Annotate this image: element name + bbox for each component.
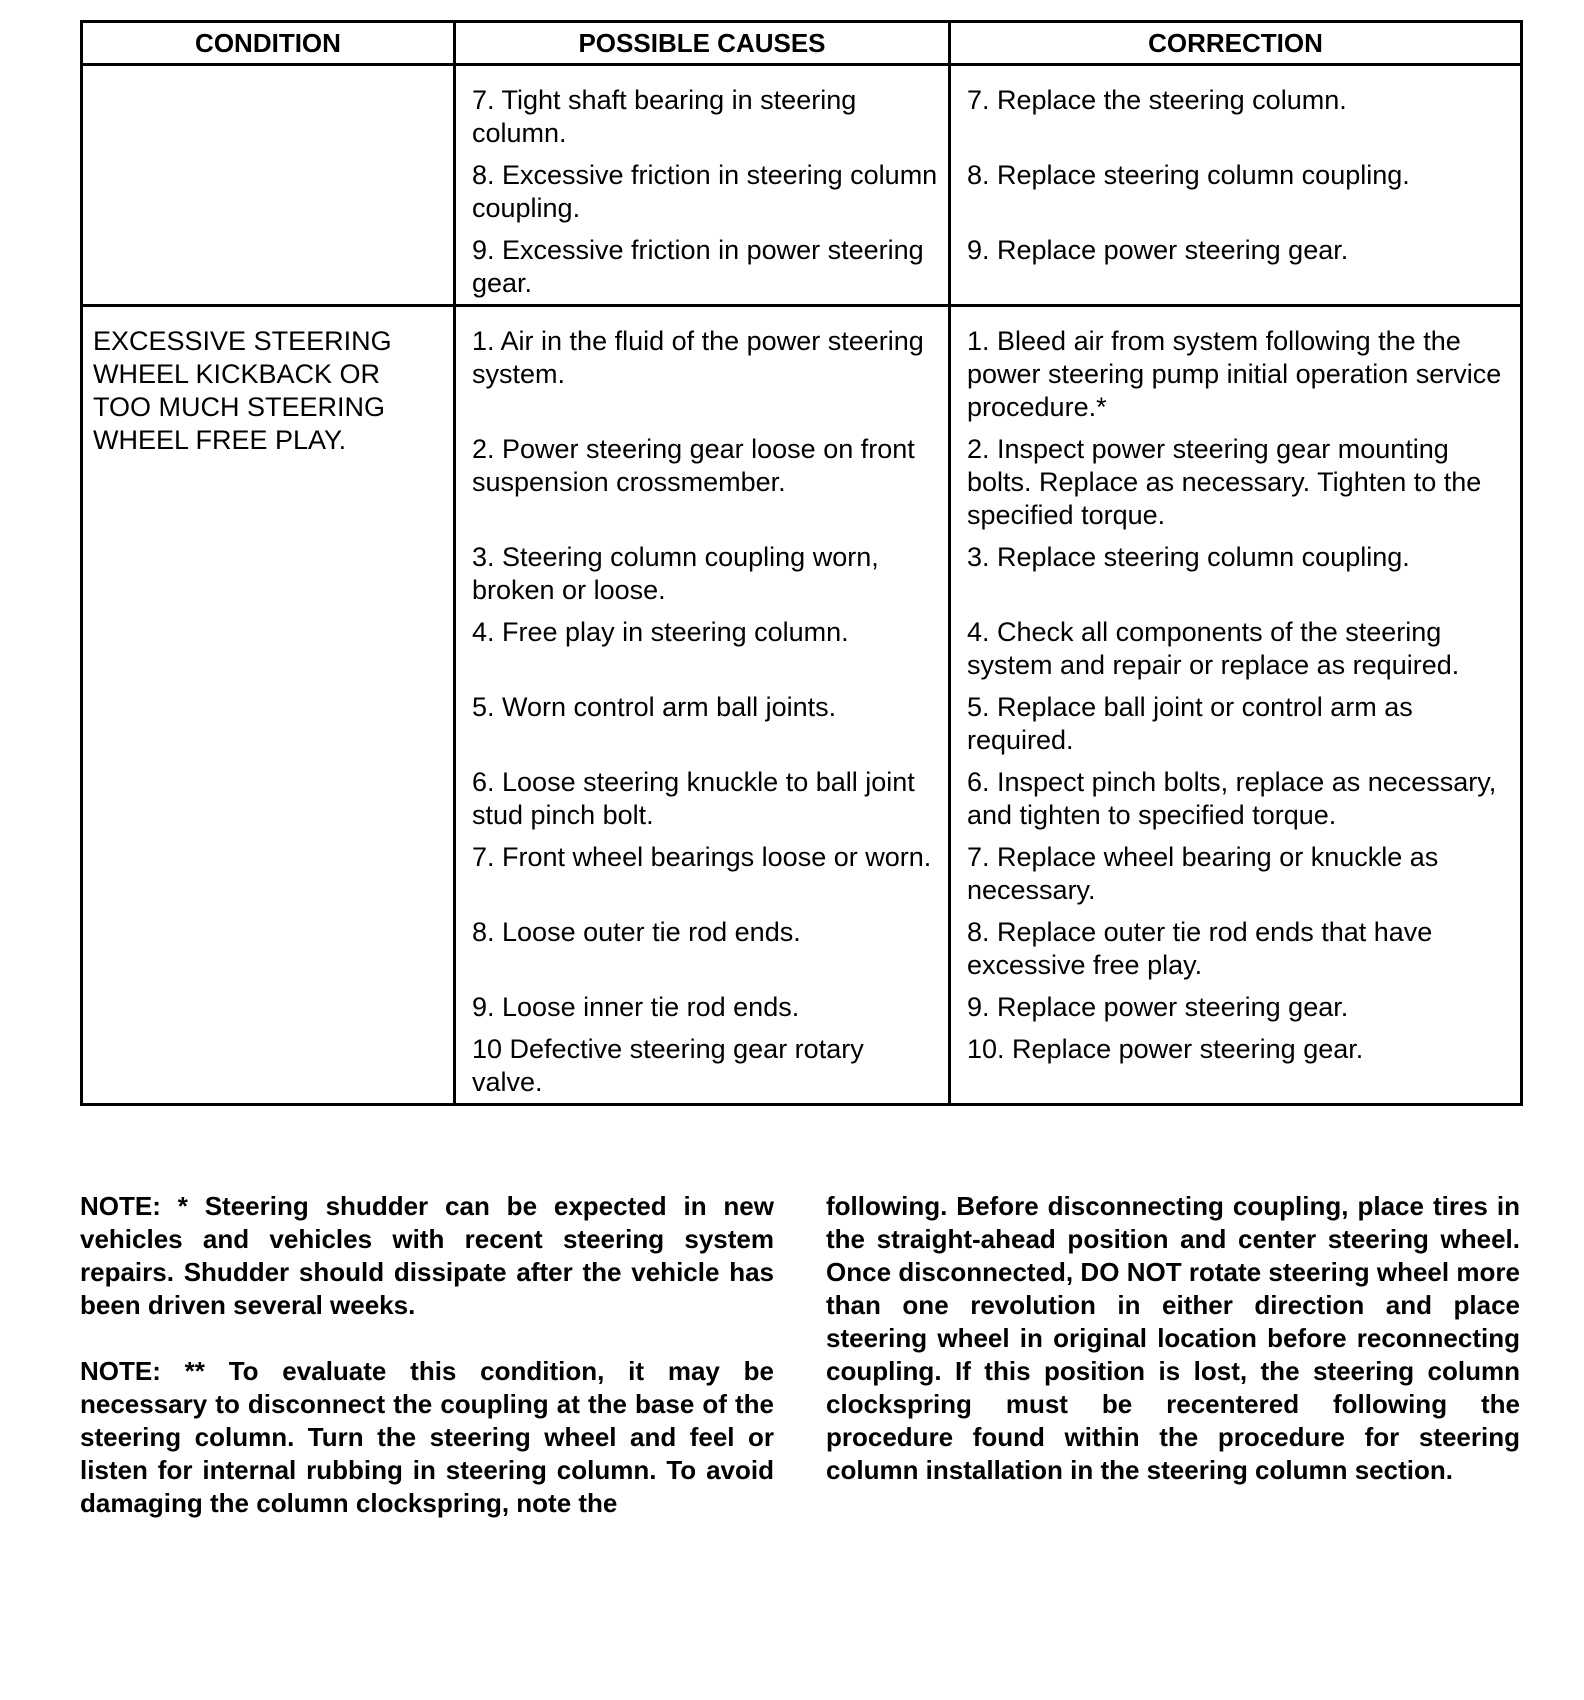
cause-cell: 9. Loose inner tie rod ends. — [455, 991, 950, 1033]
notes-section — [80, 1190, 1520, 1553]
cause-cell: 6. Loose steering knuckle to ball joint stud pinch bolt. — [455, 766, 950, 841]
cause-cell: 1. Air in the fluid of the power steering system. — [455, 306, 950, 434]
correction-cell: 4. Check all components of the steering system and repair or replace as required. — [950, 616, 1522, 691]
cause-cell: 3. Steering column coupling worn, broken or loose. — [455, 541, 950, 616]
correction-cell: 2. Inspect power steering gear mounting bolts. Replace as necessary. Tighten to the specified torque. — [950, 433, 1522, 541]
correction-cell: 7. Replace wheel bearing or knuckle as necessary. — [950, 841, 1522, 916]
cause-cell: 9. Excessive friction in power steering gear. — [455, 234, 950, 306]
correction-cell: 8. Replace steering column coupling. — [950, 159, 1522, 234]
cause-cell: 5. Worn control arm ball joints. — [455, 691, 950, 766]
table-row — [82, 65, 1522, 160]
correction-cell: 8. Replace outer tie rod ends that have excessive free play. — [950, 916, 1522, 991]
correction-cell: 1. Bleed air from system following the the power steering pump initial operation service procedure.* — [950, 306, 1522, 434]
diagnosis-table — [80, 20, 1523, 1106]
cause-cell: 7. Front wheel bearings loose or worn. — [455, 841, 950, 916]
cause-cell: 8. Loose outer tie rod ends. — [455, 916, 950, 991]
header-condition: CONDITION — [82, 22, 455, 65]
note-shudder: NOTE: * Steering shudder can be expected in new vehicles and vehicles with recent steering system repairs. Shudder should dissipate after the vehicle has been driven several weeks. — [80, 1191, 774, 1320]
notes-right-column — [826, 1190, 1520, 1553]
cause-cell: 8. Excessive friction in steering column coupling. — [455, 159, 950, 234]
correction-cell: 7. Replace the steering column. — [950, 65, 1522, 160]
table-row — [82, 306, 1522, 434]
cause-cell: 10 Defective steering gear rotary valve. — [455, 1033, 950, 1105]
correction-cell: 5. Replace ball joint or control arm as required. — [950, 691, 1522, 766]
correction-cell: 6. Inspect pinch bolts, replace as necessary, and tighten to specified torque. — [950, 766, 1522, 841]
cause-cell: 7. Tight shaft bearing in steering column. — [455, 65, 950, 160]
header-possible-causes: POSSIBLE CAUSES — [455, 22, 950, 65]
header-correction: CORRECTION — [950, 22, 1522, 65]
correction-cell: 10. Replace power steering gear. — [950, 1033, 1522, 1105]
table-header — [82, 22, 1522, 65]
note-continuation: following. Before disconnecting coupling, place tires in the straight-ahead position and center steering wheel. Once disconnected, DO NOT rotate steering wheel more than one revolution in either direction and place steering wheel in original location before reconnecting coupling. If this position is lost, the steering column clockspring must be recentered following the procedure found within the procedure for steering column installation in the steering column section. — [826, 1191, 1520, 1485]
cause-cell: 4. Free play in steering column. — [455, 616, 950, 691]
cause-cell: 2. Power steering gear loose on front suspension crossmember. — [455, 433, 950, 541]
condition-cell — [82, 65, 455, 306]
notes-left-column — [80, 1190, 774, 1553]
correction-cell: 9. Replace power steering gear. — [950, 991, 1522, 1033]
table-body — [82, 65, 1522, 1105]
condition-cell: EXCESSIVE STEERING WHEEL KICKBACK OR TOO MUCH STEERING WHEEL FREE PLAY. — [82, 306, 455, 1105]
note-evaluate-condition: NOTE: ** To evaluate this condition, it may be necessary to disconnect the coupling at the base of the steering column. Turn the steering wheel and feel or listen for internal rubbing in steering column. To avoid damaging the column clockspring, note the — [80, 1356, 774, 1518]
correction-cell: 3. Replace steering column coupling. — [950, 541, 1522, 616]
correction-cell: 9. Replace power steering gear. — [950, 234, 1522, 306]
